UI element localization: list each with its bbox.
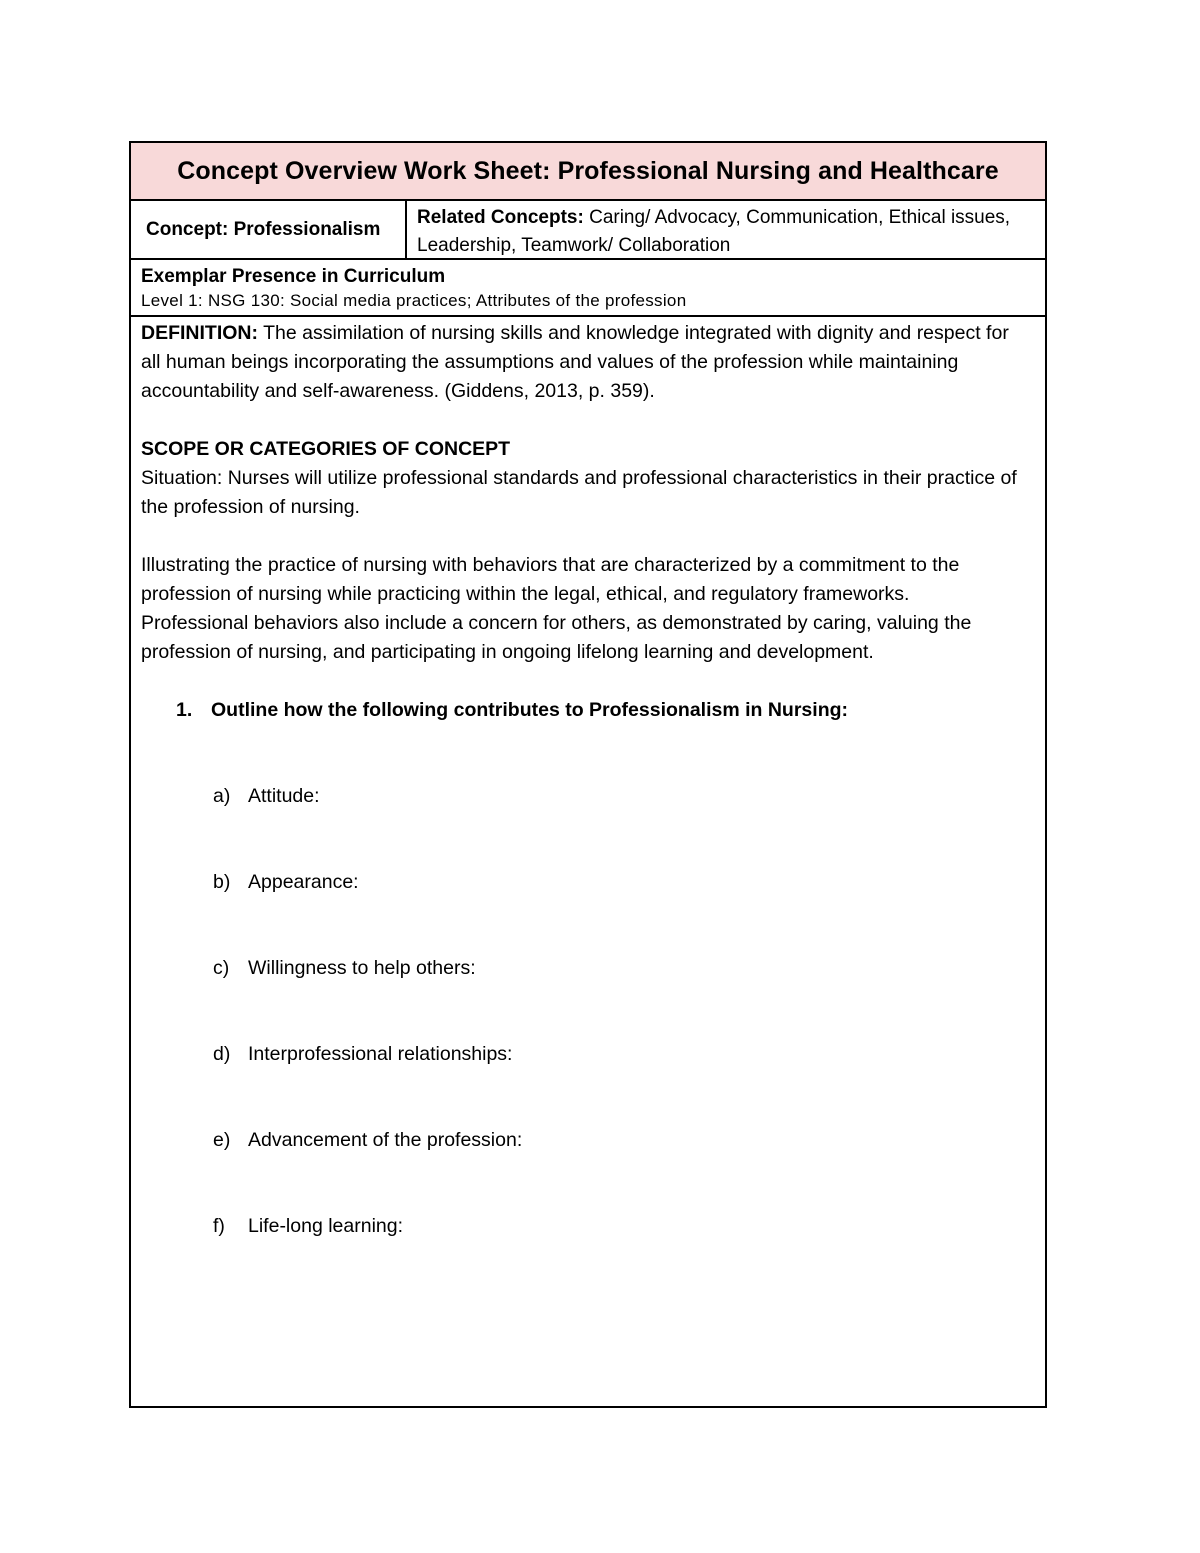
title-row xyxy=(131,143,1045,201)
item-letter: e) xyxy=(213,1129,231,1151)
list-item xyxy=(213,1212,1021,1298)
definition-text: The assimilation of nursing skills and knowledge integrated with dignity and respect for all human beings incorporating the assumptions and values of the profession while maintaining accountability and self-awareness. (Giddens, 2013, p. 359). xyxy=(141,322,1009,402)
concept-row xyxy=(131,201,1045,260)
related-concepts-text: Caring/ Advocacy, Communication, Ethical issues, Leadership, Teamwork/ Collaboration xyxy=(417,207,1011,256)
scope-situation: Situation: Nurses will utilize professional standards and professional characteristics in their practice of the profession of nursing. xyxy=(141,467,1017,518)
question-subitems xyxy=(141,782,1021,1298)
list-item xyxy=(213,1126,1021,1212)
related-concepts-cell xyxy=(407,201,1045,258)
related-concepts-label: Related Concepts: xyxy=(417,207,584,228)
item-letter: b) xyxy=(213,871,231,893)
exemplar-row xyxy=(131,260,1045,317)
worksheet-title: Concept Overview Work Sheet: Professional Nursing and Healthcare xyxy=(177,156,999,185)
item-text: Advancement of the profession: xyxy=(248,1129,523,1151)
item-letter: a) xyxy=(213,785,231,807)
exemplar-text: Level 1: NSG 130: Social media practices; Attributes of the profession xyxy=(141,291,687,310)
question-number: 1. xyxy=(176,699,193,721)
list-item xyxy=(213,954,1021,1040)
item-text: Attitude: xyxy=(248,785,320,807)
list-item xyxy=(213,868,1021,954)
item-text: Life-long learning: xyxy=(248,1215,404,1237)
exemplar-heading: Exemplar Presence in Curriculum xyxy=(141,266,446,287)
worksheet-table xyxy=(129,141,1047,1408)
item-text: Willingness to help others: xyxy=(248,957,476,979)
item-text: Interprofessional relationships: xyxy=(248,1043,513,1065)
scope-heading: SCOPE OR CATEGORIES OF CONCEPT xyxy=(141,438,511,460)
list-item xyxy=(213,782,1021,868)
concept-cell: Concept: Professionalism xyxy=(131,201,407,258)
question-text: Outline how the following contributes to Professionalism in Nursing: xyxy=(211,699,849,721)
item-letter: d) xyxy=(213,1043,231,1065)
item-text: Appearance: xyxy=(248,871,359,893)
body-cell xyxy=(131,317,1045,1298)
scope-illustrating: Illustrating the practice of nursing with behaviors that are characterized by a commitment to the profession of nursing while practicing within the legal, ethical, and regulatory frameworks. Professional behaviors also include a concern for others, as demonstrated by caring, valuing the profession of nursing, and participating in ongoing lifelong learning and development. xyxy=(141,554,972,663)
question-1 xyxy=(141,696,1021,725)
definition-paragraph xyxy=(141,319,1021,406)
item-letter: c) xyxy=(213,957,230,979)
definition-label: DEFINITION: xyxy=(141,322,258,344)
item-letter: f) xyxy=(213,1215,225,1237)
list-item xyxy=(213,1040,1021,1126)
